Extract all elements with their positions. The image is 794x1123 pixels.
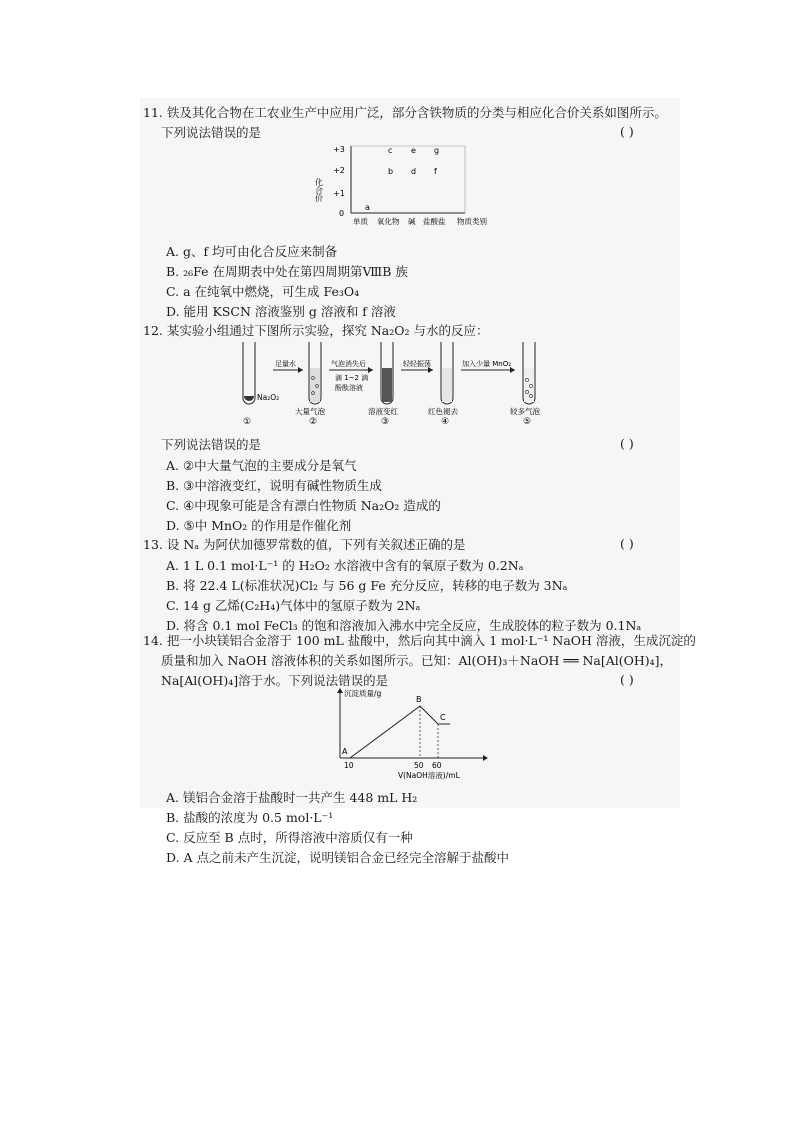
q13-answer-paren[interactable]: ( ) bbox=[620, 536, 634, 551]
q14-ylabel: 沉淀质量/g bbox=[344, 689, 382, 698]
q12-option-b[interactable]: B. ③中溶液变红，说明有碱性物质生成 bbox=[166, 478, 382, 493]
q11-option-d[interactable]: D. 能用 KSCN 溶液鉴别 g 溶液和 f 溶液 bbox=[166, 304, 396, 319]
q11-answer-paren[interactable]: ( ) bbox=[620, 124, 634, 139]
q14-option-c[interactable]: C. 反应至 B 点时，所得溶液中溶质仅有一种 bbox=[166, 830, 413, 845]
q14-curve bbox=[340, 706, 450, 758]
q11-yaxis-title: 化合价 bbox=[315, 178, 324, 202]
q14-xtick-10: 10 bbox=[344, 761, 354, 770]
q12-num-5: ⑤ bbox=[523, 417, 532, 427]
q12-caption-2: 大量气泡 bbox=[295, 407, 325, 416]
q12-arrow2-bot: 酚酞溶液 bbox=[335, 384, 363, 392]
q12-option-d[interactable]: D. ⑤中 MnO₂ 的作用是作催化剂 bbox=[166, 518, 352, 533]
q11-point-b: b bbox=[388, 167, 394, 176]
q14-option-b[interactable]: B. 盐酸的浓度为 0.5 mol·L⁻¹ bbox=[166, 810, 334, 825]
q14-option-d[interactable]: D. A 点之前未产生沉淀，说明镁铝合金已经完全溶解于盐酸中 bbox=[166, 850, 510, 865]
q12-arrow1-label: 足量水 bbox=[275, 360, 296, 368]
q12-caption-3: 溶液变红 bbox=[368, 407, 398, 416]
q14-line3: Na[Al(OH)₄]溶于水。下列说法错误的是 bbox=[161, 673, 389, 688]
q11-xtick-chloride: 盐酸盐 bbox=[423, 217, 446, 226]
q12-option-c[interactable]: C. ④中现象可能是含有漂白性物质 Na₂O₂ 造成的 bbox=[166, 498, 441, 513]
q11-xtick-base: 碱 bbox=[408, 217, 416, 226]
q14-line1: 14. 把一小块镁铝合金溶于 100 mL 盐酸中，然后向其中滴入 1 mol·L⁻¹ NaOH 溶液，生成沉淀的 bbox=[143, 633, 696, 648]
q12-num-4: ④ bbox=[441, 417, 450, 427]
q11-ytick-3: +3 bbox=[333, 145, 345, 154]
q14-label-c: C bbox=[440, 713, 446, 722]
q12-answer-paren[interactable]: ( ) bbox=[620, 436, 634, 451]
q11-xaxis-title: 物质类别 bbox=[457, 217, 487, 226]
q12-stem: 下列说法错误的是 bbox=[161, 437, 262, 452]
q13-option-d[interactable]: D. 将含 0.1 mol FeCl₃ 的饱和溶液加入沸水中完全反应，生成胶体的粒子数为 0.1Nₐ bbox=[166, 618, 642, 633]
q11-ytick-2: +2 bbox=[333, 166, 345, 175]
q11-ytick-0: 0 bbox=[339, 209, 345, 218]
q11-xtick-elem: 单质 bbox=[353, 217, 368, 226]
q12-experiment-diagram bbox=[225, 338, 565, 433]
q11-point-f: f bbox=[434, 167, 437, 176]
q11-xtick-oxide: 氧化物 bbox=[377, 217, 400, 226]
q11-line1: 11. 铁及其化合物在工农业生产中应用广泛，部分含铁物质的分类与相应化合价关系如图所示。 bbox=[143, 105, 667, 120]
q13-option-c[interactable]: C. 14 g 乙烯(C₂H₄)气体中的氢原子数为 2Nₐ bbox=[166, 598, 421, 613]
q12-arrow2-top: 气泡消失后 bbox=[331, 360, 366, 368]
q12-arrow4-label: 加入少量 MnO₂ bbox=[462, 360, 512, 368]
q14-label-b: B bbox=[416, 695, 422, 704]
q13-option-b[interactable]: B. 将 22.4 L(标准状况)Cl₂ 与 56 g Fe 充分反应，转移的电子数为 3Nₐ bbox=[166, 578, 568, 593]
q11-point-g: g bbox=[434, 146, 440, 155]
q11-option-b[interactable]: B. ₂₆Fe 在周期表中处在第四周期第ⅧB 族 bbox=[166, 264, 408, 279]
q14-line2: 质量和加入 NaOH 溶液体积的关系如图所示。已知：Al(OH)₃＋NaOH ══ Na[Al(OH)₄]， bbox=[161, 653, 673, 668]
q12-caption-5: 较多气泡 bbox=[510, 407, 540, 416]
q11-point-d: d bbox=[411, 167, 417, 176]
q12-caption-4: 红色褪去 bbox=[428, 407, 458, 416]
q14-label-a: A bbox=[342, 747, 348, 756]
q13-option-a[interactable]: A. 1 L 0.1 mol·L⁻¹ 的 H₂O₂ 水溶液中含有的氧原子数为 0.2Nₐ bbox=[166, 558, 524, 573]
q11-option-a[interactable]: A. g、f 均可由化合反应来制备 bbox=[166, 244, 338, 259]
q14-option-a[interactable]: A. 镁铝合金溶于盐酸时一共产生 448 mL H₂ bbox=[166, 790, 418, 805]
q14-xlabel: V(NaOH溶液)/mL bbox=[398, 771, 460, 780]
q11-point-c: c bbox=[388, 146, 393, 155]
q12-line1: 12. 某实验小组通过下图所示实验，探究 Na₂O₂ 与水的反应： bbox=[143, 323, 489, 338]
q14-precipitate-chart bbox=[320, 686, 500, 782]
q14-xtick-60: 60 bbox=[432, 761, 442, 770]
q12-option-a[interactable]: A. ②中大量气泡的主要成分是氧气 bbox=[166, 458, 357, 473]
q12-na2o2-label: Na₂O₂ bbox=[257, 393, 280, 402]
q11-point-e: e bbox=[411, 146, 416, 155]
q11-ytick-1: +1 bbox=[333, 189, 345, 198]
q12-num-1: ① bbox=[243, 417, 252, 427]
q12-arrow2-mid: 滴 1~2 滴 bbox=[335, 374, 369, 382]
q11-valence-chart bbox=[315, 138, 515, 238]
q11-option-c[interactable]: C. a 在纯氧中燃烧，可生成 Fe₃O₄ bbox=[166, 284, 360, 299]
q12-arrow3-label: 轻轻振荡 bbox=[403, 360, 431, 368]
q12-num-2: ② bbox=[309, 417, 318, 427]
q12-num-3: ③ bbox=[381, 417, 390, 427]
q13-line1: 13. 设 Nₐ 为阿伏加德罗常数的值，下列有关叙述正确的是 bbox=[143, 537, 466, 552]
q11-point-a: a bbox=[365, 203, 370, 212]
q11-line2: 下列说法错误的是 bbox=[161, 125, 262, 140]
q14-xtick-50: 50 bbox=[414, 761, 424, 770]
q14-answer-paren[interactable]: ( ) bbox=[620, 672, 634, 687]
